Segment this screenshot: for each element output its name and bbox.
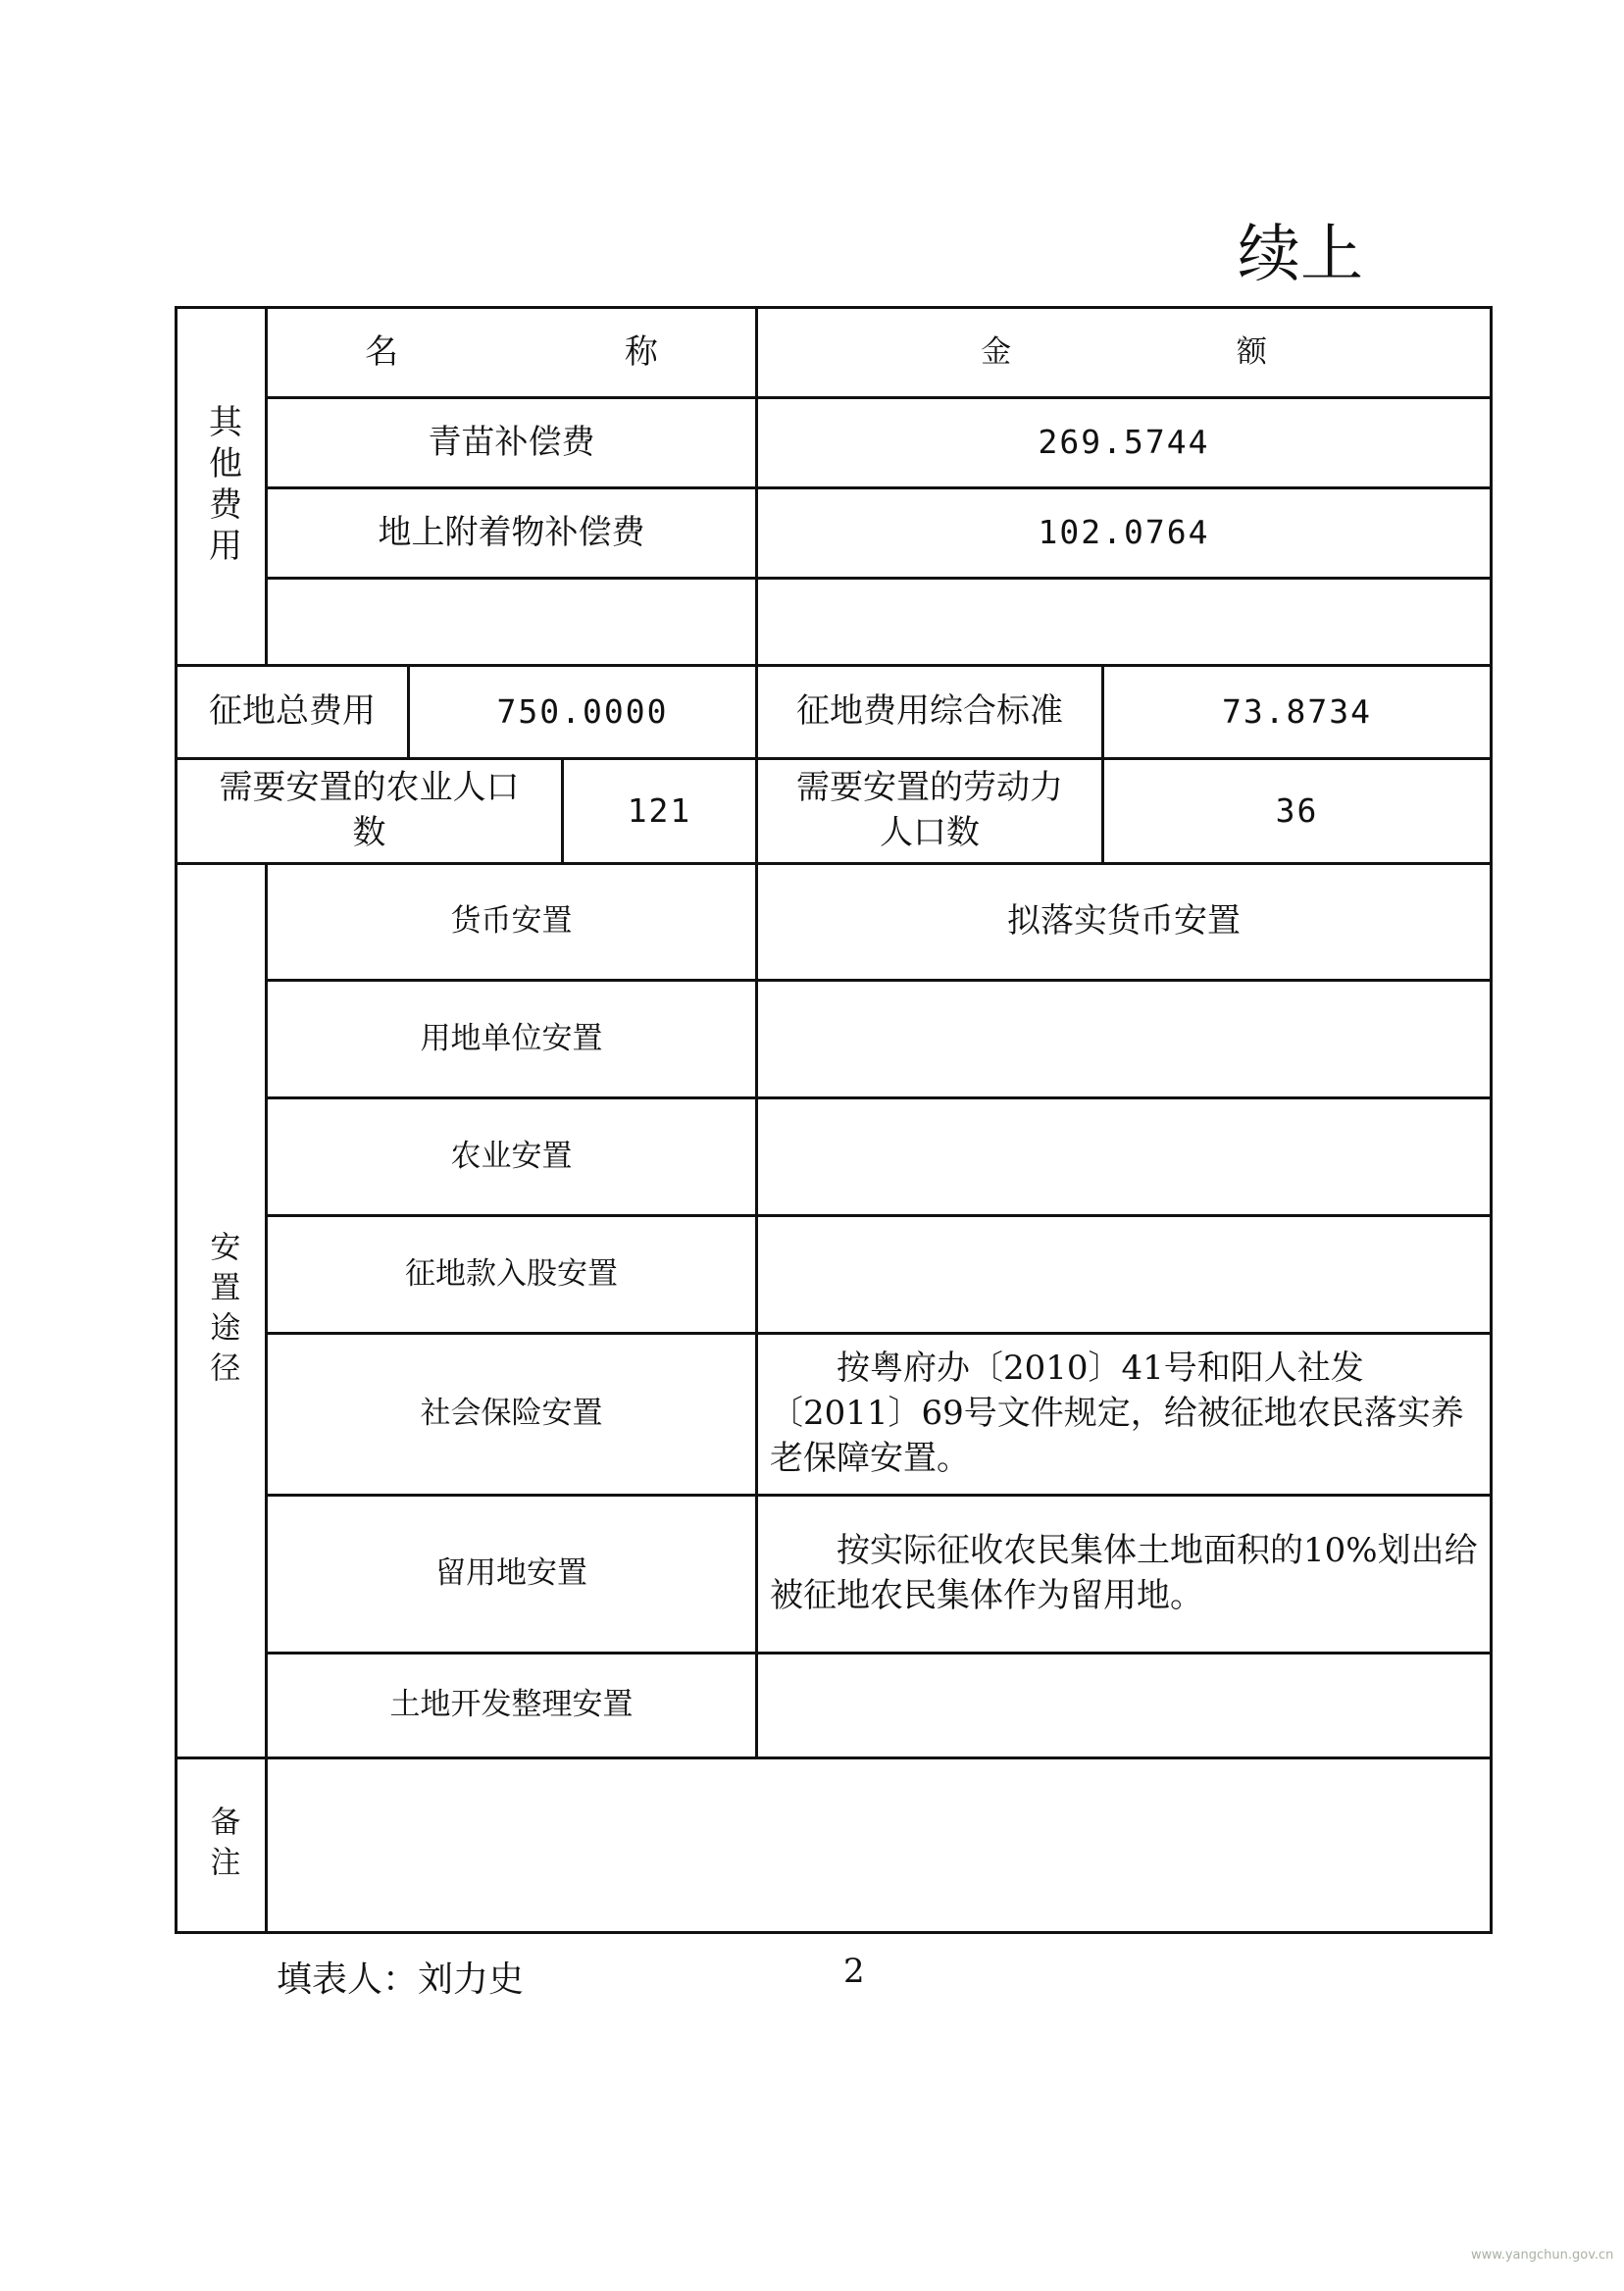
form-filler: 填表人：刘力史 [277,1960,525,2000]
fee-amount-3 [755,577,1493,667]
resettle-detail-6-text: 按实际征收农民集体土地面积的10%划出给被征地农民集体作为留用地。 [770,1531,1478,1615]
resettle-detail-3 [755,1096,1493,1217]
resettle-name-4: 征地款入股安置 [265,1214,758,1335]
standard-value: 73.8734 [1101,664,1493,760]
fee-amount-2: 102.0764 [755,486,1493,580]
header-name: 名 称 [265,306,758,399]
fee-amount-1: 269.5744 [755,396,1493,489]
resettlement-label: 安置途径 [175,862,268,1759]
standard-label: 征地费用综合标准 [755,664,1104,760]
labor-population-value: 36 [1101,757,1493,865]
remarks-content [265,1756,1493,1934]
remarks-label: 备注 [175,1756,268,1934]
resettle-name-2: 用地单位安置 [265,979,758,1099]
resettle-detail-7 [755,1652,1493,1759]
resettle-detail-6 [755,1494,1493,1655]
site-watermark: www.yangchun.gov.cn [1471,2248,1614,2263]
total-fee-label: 征地总费用 [175,664,410,760]
resettle-detail-5-text: 按粤府办〔2010〕41号和阳人社发〔2011〕69号文件规定，给被征地农民落实养老保障安置。 [770,1349,1464,1478]
agri-population-label: 需要安置的农业人口数 [175,757,564,865]
resettle-detail-5 [755,1332,1493,1497]
form-table [175,306,1493,1934]
resettle-name-5: 社会保险安置 [265,1332,758,1497]
resettle-name-1: 货币安置 [265,862,758,982]
resettle-detail-4 [755,1214,1493,1335]
fee-name-3 [265,577,758,667]
resettle-detail-1: 拟落实货币安置 [755,862,1493,982]
fee-name-2: 地上附着物补偿费 [265,486,758,580]
resettle-name-7: 土地开发整理安置 [265,1652,758,1759]
total-fee-value: 750.0000 [407,664,758,760]
page-title: 续上 [1238,219,1363,291]
other-fees-label: 其他费用 [175,306,268,667]
fee-name-1: 青苗补偿费 [265,396,758,489]
resettle-name-3: 农业安置 [265,1096,758,1217]
labor-population-label: 需要安置的劳动力人口数 [755,757,1104,865]
resettle-name-6: 留用地安置 [265,1494,758,1655]
resettle-detail-2 [755,979,1493,1099]
agri-population-value: 121 [561,757,758,865]
page-number: 2 [843,1952,865,1991]
header-amount: 金 额 [755,306,1493,399]
